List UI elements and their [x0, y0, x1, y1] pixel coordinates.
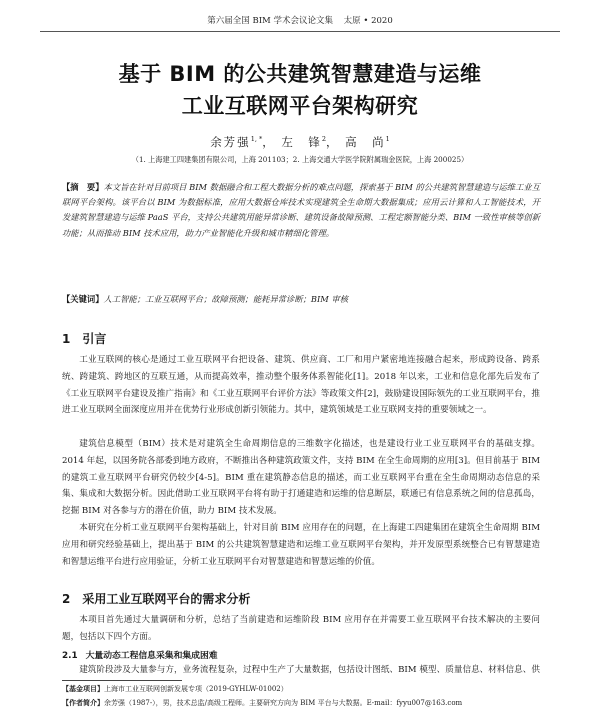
keywords [62, 293, 540, 305]
paper-title-line-1: 基于 BIM 的公共建筑智慧建造与运维 [118, 62, 482, 86]
section-2-heading: 2 采用工业互联网平台的需求分析 [62, 592, 251, 606]
affiliation: （1. 上海建工四建集团有限公司，上海 201103；2. 上海交通大学医学院附属瑞金医院，上海 200025） [131, 155, 469, 164]
section-1-paragraph-1: 工业互联网的核心是通过工业互联网平台把设备、建筑、供应商、工厂和用户紧密地连接融合起来，形成跨设备、跨系统、跨建筑、跨地区的互联互通，从而提高效率，推动整个服务体系智能化[1]。2018 年以来，工业和信息化部先后发布了《工业互联网平台建设及推广指南》和《工业互联网平台评价方法》等政策文件[2]，鼓励建设国际领先的工业互联网平台，推进工业互联网全面深度应用并在优势行业形成创新引领能力。其中，建筑领域是工业互联网支持的重要领域之一。 [62, 355, 540, 416]
footnote-funding: 【基金项目】上海市工业互联网创新发展专项（2019-GYHLW-01002） [62, 684, 288, 693]
section-2-1-text: 建筑阶段涉及大量参与方，业务流程复杂，过程中生产了大量数据，包括设计图纸、BIM 模型、质量信息、材料信息、供 [79, 665, 540, 675]
running-head [40, 14, 560, 32]
abstract [62, 180, 540, 241]
keywords-label: 【关键词】 [62, 294, 104, 304]
section-2-1-heading: 2.1 大量动态工程信息采集和集成困难 [62, 651, 218, 661]
section-2-intro: 本项目首先通过大量调研和分析，总结了当前建造和运维阶段 BIM 应用存在并需要工业互联网平台技术解决的主要问题，包括以下四个方面。 [62, 615, 540, 642]
author-2: 左 锋$^2$ [281, 135, 327, 149]
section-1-heading: 1 引言 [62, 332, 107, 346]
author-1: 余芳强$^{1, *}$ [210, 135, 263, 149]
city-year: 太原 • 2020 [343, 16, 393, 26]
section-1-paragraph-2: 建筑信息模型（BIM）技术是对建筑全生命周期信息的三维数字化描述，也是建设行业工业互联网平台的基础支撑。2014 年起，以国务院各部委到地方政府，不断推出各种建筑政策文件，支持 BIM 在全生命周期的应用[3]。但目前基于 BIM 的建筑工业互联网平台研究仍较少[4-5]。BIM 重在建筑静态信息的描述，而工业互联网平台重在全生命周期动态信息的采集、集成和大数据分析。因此借助工业互联网平台将有助于打通建造和运维的信息断层，联通已有信息系统之间的信息孤岛，挖掘 BIM 对各参与方的潜在价值，助力 BIM 技术发展。 [62, 439, 540, 517]
paper-title-line-2: 工业互联网平台架构研究 [181, 94, 419, 118]
keywords-text: 人工智能；工业互联网平台；故障预测；能耗异常诊断；BIM 审核 [103, 294, 349, 304]
section-1-paragraph-3: 本研究在分析工业互联网平台架构基础上，针对目前 BIM 应用存在的问题，在上海建工四建集团在建筑全生命周期 BIM 应用和研究经验基础上，提出基于 BIM 的公共建筑智慧建造和运维工业互联网平台架构，并开发原型系统整合已有智慧建造和智慧运维平台进行应用验证，分析工业互联网平台对智慧建造和智慧运维的价值。 [62, 523, 540, 567]
abstract-label: 【摘 要】 [62, 182, 104, 192]
journal-name: 第六届全国 BIM 学术会议论文集 [207, 16, 333, 26]
author-list: 余芳强$^{1, *}$， 左 锋$^2$， 高 尚$^1$ [210, 135, 390, 149]
footnote-divider [62, 680, 182, 681]
abstract-text: 本文旨在针对目前项目 BIM 数据融合和工程大数据分析的难点问题，探索基于 BIM 的公共建筑智慧建造与运维工业互联网平台架构。该平台以 BIM 为数据标准，应用大数据仓库技术实现建筑全生命期大数据集成；应用云计算和人工智能技术，开发建筑智慧建造与运维 PaaS 平台，支持公共建筑用能异常诊断、建筑设备故障预测、工程定额智能分类、BIM 一致性审核等创新功能；从而推动 BIM 技术应用，助力产业智能化升级和城市精细化管理。 [62, 182, 541, 238]
author-3: 高 尚$^1$ [345, 135, 390, 149]
footnote-author-bio: 【作者简介】余芳强（1987-），男，技术总监/高级工程师。主要研究方向为 BIM 平台与大数据。E-mail：fyyu007@163.com [62, 698, 463, 707]
